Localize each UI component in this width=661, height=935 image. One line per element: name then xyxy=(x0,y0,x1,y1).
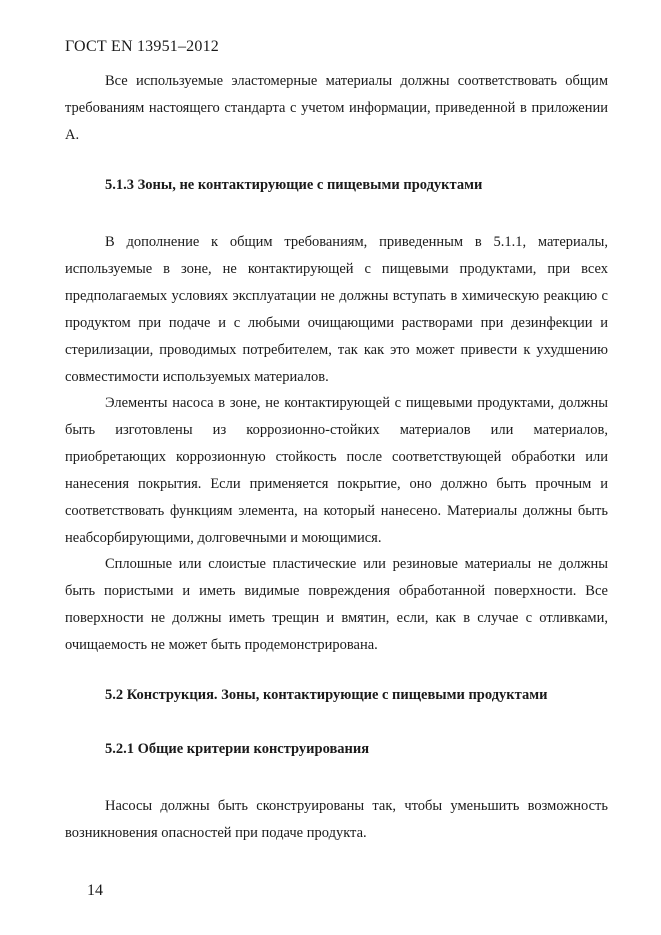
paragraph-pump-elements: Элементы насоса в зоне, не контактирующей с пищевыми продуктами, должны быть изготовлены из коррозионно-стойких материалов или материалов, приобретающих коррозионную стойкость после соответствующей обработки или нанесения покрытия. Если применяется покрытие, оно должно быть прочным и соответствовать функциям элемента, на который нанесено. Материалы должны быть неабсорбирующими, долговечными и моющимися. xyxy=(65,395,608,546)
page-number: 14 xyxy=(87,882,103,899)
section-heading-5-1-3: 5.1.3 Зоны, не контактирующие с пищевыми продуктами xyxy=(105,177,483,193)
paragraph-plastic-rubber: Сплошные или слоистые пластические или резиновые материалы не должны быть пористыми и иметь видимые повреждения обработанной поверхности. Все поверхности не должны иметь трещин и вмятин, если, как в случае с отливками, очищаемость не может быть продемонстрирована. xyxy=(65,556,608,653)
section-heading-5-2: 5.2 Конструкция. Зоны, контактирующие с пищевыми продуктами xyxy=(105,687,548,703)
paragraph-non-contact-materials: В дополнение к общим требованиям, приведенным в 5.1.1, материалы, используемые в зоне, не контактирующей с пищевыми продуктами, при всех предполагаемых условиях эксплуатации не должны вступать в химическую реакцию с продуктом при подаче и с любыми очищающими растворами при дезинфекции и стерилизации, проводимых потребителем, так как это может привести к ухудшению совместимости используемых материалов. xyxy=(65,234,608,385)
paragraph-elastomers: Все используемые эластомерные материалы должны соответствовать общим требованиям настоящего стандарта с учетом информации, приведенной в приложении А. xyxy=(65,73,608,143)
paragraph-pump-design: Насосы должны быть сконструированы так, чтобы уменьшить возможность возникновения опасностей при подаче продукта. xyxy=(65,798,608,841)
standard-header: ГОСТ EN 13951–2012 xyxy=(65,38,219,55)
section-heading-5-2-1: 5.2.1 Общие критерии конструирования xyxy=(105,741,370,757)
